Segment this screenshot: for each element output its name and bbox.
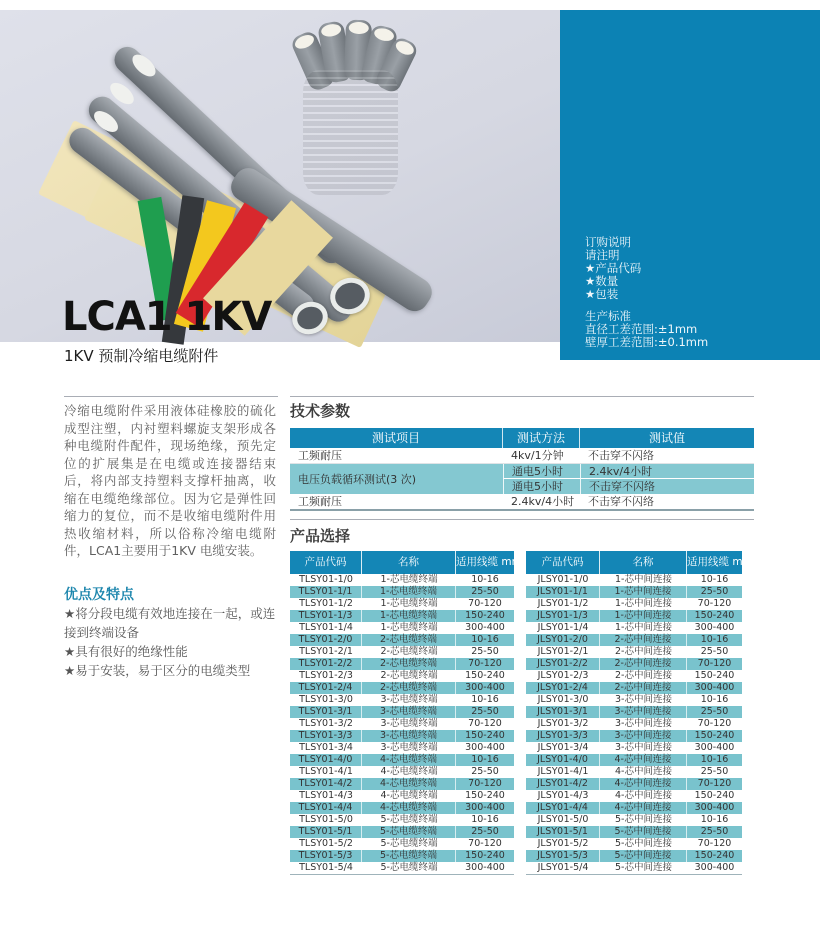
table-cell: 25-50 — [700, 706, 729, 717]
product-photo — [0, 10, 560, 342]
table-row — [290, 634, 514, 646]
table-row — [290, 730, 514, 742]
table-row — [290, 586, 514, 598]
table-cell: 2-芯中间连接 — [615, 646, 672, 657]
panel-text-line: 生产标准 — [585, 309, 631, 323]
table-cell: JLSY01-4/0 — [526, 754, 600, 766]
table-cell: 150-240 — [694, 610, 735, 621]
tech-row — [290, 494, 754, 511]
column-header: 适用线缆 mm² — [456, 556, 527, 568]
table-cell: 4-芯电缆终端 — [380, 766, 438, 777]
table-row — [526, 826, 742, 838]
table-cell: 工频耐压 — [298, 495, 342, 508]
table-row — [526, 754, 742, 766]
table-cell: 5-芯中间连接 — [600, 850, 687, 862]
table-cell: TLSY01-1/2 — [299, 598, 353, 609]
table-cell: 3-芯中间连接 — [600, 706, 687, 718]
table-cell: 150-240 — [694, 670, 735, 681]
table-cell: 4-芯电缆终端 — [362, 802, 456, 814]
divider — [290, 519, 754, 520]
table-row — [290, 574, 514, 586]
table-cell: 70-120 — [468, 838, 502, 849]
table-row — [526, 598, 742, 610]
table-cell: 4-芯电缆终端 — [362, 778, 456, 790]
table-cell: 5-芯中间连接 — [615, 814, 672, 825]
table-row — [290, 742, 514, 754]
table-cell: JLSY01-5/4 — [537, 862, 589, 873]
table-cell: JLSY01-2/2 — [526, 658, 600, 670]
table-cell: 通电5小时 — [503, 464, 580, 479]
table-cell: 3-芯电缆终端 — [362, 730, 456, 742]
table-row — [290, 814, 514, 826]
table-cell: 4-芯中间连接 — [600, 778, 687, 790]
tech-table-body — [290, 448, 754, 511]
table-cell: 70-120 — [697, 778, 732, 789]
table-row — [290, 682, 514, 694]
table-cell: TLSY01-3/3 — [290, 730, 362, 742]
table-row — [526, 802, 742, 814]
column-header: 测试值 — [648, 431, 685, 445]
table-cell: TLSY01-2/3 — [299, 670, 353, 681]
table-cell: 3-芯电缆终端 — [362, 706, 456, 718]
column-header: 产品代码 — [290, 551, 362, 574]
table-row — [526, 778, 742, 790]
table-cell: 25-50 — [471, 826, 499, 837]
table-cell: 300-400 — [465, 742, 505, 753]
table-cell: 3-芯中间连接 — [615, 742, 672, 753]
table-row — [290, 658, 514, 670]
table-cell: 1-芯电缆终端 — [380, 622, 438, 633]
table-cell: 70-120 — [697, 598, 732, 609]
table-cell: JLSY01-4/2 — [526, 778, 600, 790]
table-row — [526, 694, 742, 706]
table-cell: 5-芯电缆终端 — [380, 814, 438, 825]
product-table-left — [290, 551, 527, 875]
table-cell: 1-芯电缆终端 — [362, 586, 456, 598]
table-cell: TLSY01-1/4 — [299, 622, 353, 633]
table-cell: 25-50 — [471, 646, 499, 657]
table-cell: 电压负载循环测试(3 次) — [298, 473, 417, 486]
table-cell: TLSY01-4/2 — [290, 778, 362, 790]
table-row — [526, 586, 742, 598]
table-row — [526, 622, 742, 634]
table-cell: 2-芯中间连接 — [600, 682, 687, 694]
table-cell: 1-芯中间连接 — [600, 610, 687, 622]
table-cell: 2-芯电缆终端 — [362, 682, 456, 694]
table-cell: TLSY01-4/4 — [290, 802, 362, 814]
feature-item: ★易于安装，易于区分的电缆类型 — [64, 663, 251, 678]
table-cell: JLSY01-3/2 — [537, 718, 589, 729]
table-cell: 工频耐压 — [298, 449, 342, 462]
table-cell: TLSY01-5/0 — [299, 814, 353, 825]
table-cell: 10-16 — [700, 754, 729, 765]
table-cell: JLSY01-4/3 — [537, 790, 589, 801]
feature-list — [64, 604, 276, 680]
table-row — [526, 574, 742, 586]
table-row — [290, 766, 514, 778]
table-cell: TLSY01-4/1 — [299, 766, 353, 777]
table-cell: JLSY01-1/0 — [537, 574, 589, 585]
table-cell: TLSY01-1/0 — [299, 574, 353, 585]
table-cell: 4-芯中间连接 — [615, 790, 672, 801]
table-cell: 1-芯中间连接 — [600, 586, 687, 598]
table-cell: JLSY01-4/1 — [537, 766, 589, 777]
table-cell: JLSY01-3/0 — [537, 694, 589, 705]
table-cell: 2-芯中间连接 — [600, 658, 687, 670]
panel-text-line: ★数量 — [585, 274, 619, 288]
table-cell: 150-240 — [465, 730, 505, 741]
table-cell: 25-50 — [471, 706, 499, 717]
table-row — [526, 742, 742, 754]
table-cell: 2-芯中间连接 — [615, 670, 672, 681]
table-cell: 70-120 — [468, 598, 502, 609]
table-cell: 300-400 — [694, 802, 735, 813]
table-row — [290, 646, 514, 658]
table-row — [290, 778, 514, 790]
table-cell: 300-400 — [694, 862, 735, 873]
table-cell: 5-芯中间连接 — [600, 826, 687, 838]
table-cell: TLSY01-3/2 — [299, 718, 353, 729]
panel-text-line: 请注明 — [585, 248, 620, 262]
table-cell: JLSY01-1/4 — [537, 622, 589, 633]
table-cell: JLSY01-1/2 — [537, 598, 589, 609]
table-cell: 150-240 — [694, 730, 735, 741]
table-row — [526, 814, 742, 826]
table-cell: 1-芯中间连接 — [615, 622, 672, 633]
feature-item: ★具有很好的绝缘性能 — [64, 644, 188, 659]
table-cell: 1-芯电缆终端 — [362, 610, 456, 622]
table-cell: 10-16 — [700, 574, 729, 585]
table-row — [526, 634, 742, 646]
info-panel — [560, 10, 820, 360]
table-cell: JLSY01-5/1 — [526, 826, 600, 838]
column-header: 测试方法 — [503, 428, 580, 448]
table-row — [290, 790, 514, 802]
table-cell: JLSY01-4/4 — [526, 802, 600, 814]
table-cell: TLSY01-1/1 — [290, 586, 362, 598]
table-row — [526, 790, 742, 802]
table-cell: 5-芯中间连接 — [615, 862, 672, 873]
table-cell: 25-50 — [471, 586, 499, 597]
table-cell: 10-16 — [471, 574, 499, 585]
products-section-heading: 产品选择 — [290, 527, 351, 545]
table-row — [526, 670, 742, 682]
table-cell: 25-50 — [700, 766, 729, 777]
panel-text-line: ★产品代码 — [585, 261, 642, 275]
product-table-right — [526, 551, 758, 875]
table-row — [290, 706, 514, 718]
table-cell: 150-240 — [465, 610, 505, 621]
table-row — [526, 730, 742, 742]
table-cell: 150-240 — [465, 790, 505, 801]
divider — [64, 396, 278, 397]
table-cell: TLSY01-4/0 — [290, 754, 362, 766]
table-cell: 5-芯电缆终端 — [380, 862, 438, 873]
table-cell: TLSY01-2/0 — [290, 634, 362, 646]
table-row — [526, 718, 742, 730]
table-cell: 10-16 — [700, 814, 729, 825]
table-cell: 70-120 — [697, 718, 732, 729]
table-cell: TLSY01-5/3 — [290, 850, 362, 862]
table-row — [290, 850, 514, 862]
table-row — [526, 850, 742, 862]
table-cell: 1-芯电缆终端 — [380, 598, 438, 609]
table-cell: 10-16 — [471, 754, 499, 765]
table-cell: JLSY01-1/1 — [526, 586, 600, 598]
table-row — [290, 718, 514, 730]
table-cell: 5-芯电缆终端 — [362, 850, 456, 862]
table-row — [526, 610, 742, 622]
table-cell: 2-芯电缆终端 — [380, 646, 438, 657]
column-header: 产品代码 — [526, 551, 600, 574]
table-row — [290, 670, 514, 682]
table-cell: TLSY01-3/1 — [290, 706, 362, 718]
table-cell: TLSY01-5/1 — [290, 826, 362, 838]
column-header: 名称 — [362, 551, 456, 574]
table-cell: 3-芯中间连接 — [615, 718, 672, 729]
table-row — [526, 646, 742, 658]
tech-table-header — [290, 428, 754, 448]
table-cell: TLSY01-5/4 — [299, 862, 353, 873]
table-cell: JLSY01-3/4 — [537, 742, 589, 753]
feature-item: ★将分段电缆有效地连接在一起，或连接到终端设备 — [64, 606, 276, 640]
table-cell: 150-240 — [465, 850, 505, 861]
table-cell: 4kv/1分钟 — [511, 449, 564, 462]
divider — [290, 396, 754, 397]
table-row — [290, 622, 514, 634]
table-cell: 通电5小时 — [503, 479, 580, 494]
table-cell: 5-芯中间连接 — [615, 838, 672, 849]
table-cell: TLSY01-3/4 — [299, 742, 353, 753]
table-cell: 25-50 — [700, 826, 729, 837]
table-row — [290, 826, 514, 838]
table-cell: 300-400 — [465, 682, 505, 693]
table-row — [290, 694, 514, 706]
table-cell: JLSY01-3/1 — [526, 706, 600, 718]
table-cell: 不击穿不闪络 — [588, 495, 654, 508]
page-title: LCA1 1KV — [62, 294, 272, 340]
table-row — [526, 862, 742, 874]
table-cell: 300-400 — [465, 802, 505, 813]
table-cell: 10-16 — [700, 694, 729, 705]
table-cell: 25-50 — [471, 766, 499, 777]
table-cell: 3-芯电缆终端 — [380, 742, 438, 753]
table-cell: 3-芯电缆终端 — [380, 718, 438, 729]
table-cell: 1-芯中间连接 — [615, 574, 672, 585]
table-cell: 300-400 — [694, 682, 735, 693]
production-standard — [585, 310, 708, 349]
table-cell: 10-16 — [471, 814, 499, 825]
table-cell: 2.4kv/4小时 — [580, 464, 754, 479]
table-cell: 5-芯电缆终端 — [380, 838, 438, 849]
table-cell: 10-16 — [700, 634, 729, 645]
table-cell: 25-50 — [700, 586, 729, 597]
table-cell: 4-芯电缆终端 — [362, 754, 456, 766]
table-cell: JLSY01-2/4 — [526, 682, 600, 694]
table-cell: 4-芯电缆终端 — [380, 790, 438, 801]
column-header: 名称 — [600, 551, 687, 574]
table-cell: 4-芯中间连接 — [600, 754, 687, 766]
product-table-header — [290, 551, 527, 574]
table-row — [290, 754, 514, 766]
table-cell: JLSY01-2/3 — [537, 670, 589, 681]
table-cell: 70-120 — [697, 658, 732, 669]
table-cell: 3-芯中间连接 — [600, 730, 687, 742]
table-cell: TLSY01-3/0 — [299, 694, 353, 705]
table-cell: 2.4kv/4小时 — [511, 495, 575, 508]
tech-row — [290, 448, 754, 464]
table-cell: JLSY01-1/3 — [526, 610, 600, 622]
table-cell: 300-400 — [465, 862, 505, 873]
table-cell: 10-16 — [471, 694, 499, 705]
panel-text-line: 壁厚工差范围:±0.1mm — [585, 335, 709, 349]
table-row — [526, 682, 742, 694]
table-cell: TLSY01-2/2 — [290, 658, 362, 670]
table-cell: TLSY01-1/3 — [290, 610, 362, 622]
table-cell: 25-50 — [700, 646, 729, 657]
table-cell: 70-120 — [468, 658, 502, 669]
table-cell: TLSY01-2/4 — [290, 682, 362, 694]
table-cell: 3-芯电缆终端 — [380, 694, 438, 705]
table-cell: 70-120 — [468, 718, 502, 729]
table-cell: 150-240 — [694, 850, 735, 861]
table-row — [290, 598, 514, 610]
column-header: 测试项目 — [290, 428, 503, 448]
table-row — [526, 658, 742, 670]
column-header: 适用线缆 mm² — [687, 556, 758, 568]
panel-text-line: ★包装 — [585, 287, 619, 301]
table-cell: TLSY01-2/1 — [299, 646, 353, 657]
table-cell: 4-芯中间连接 — [600, 802, 687, 814]
table-cell: JLSY01-5/3 — [526, 850, 600, 862]
table-cell: 300-400 — [694, 742, 735, 753]
table-cell: 150-240 — [694, 790, 735, 801]
table-row — [526, 766, 742, 778]
table-row — [290, 862, 514, 874]
table-cell: JLSY01-2/0 — [526, 634, 600, 646]
order-notes — [585, 236, 708, 301]
panel-text-line: 直径工差范围:±1mm — [585, 322, 698, 336]
tech-table — [290, 428, 754, 511]
table-cell: TLSY01-5/2 — [299, 838, 353, 849]
product-table-header — [526, 551, 758, 574]
table-cell: JLSY01-2/1 — [537, 646, 589, 657]
table-row — [526, 706, 742, 718]
table-cell: TLSY01-4/3 — [299, 790, 353, 801]
table-cell: 70-120 — [697, 838, 732, 849]
table-cell: JLSY01-5/2 — [537, 838, 589, 849]
panel-text-line: 订购说明 — [585, 235, 631, 249]
table-row — [290, 802, 514, 814]
table-cell: 1-芯中间连接 — [615, 598, 672, 609]
page-subtitle: 1KV 预制冷缩电缆附件 — [64, 347, 219, 365]
features-heading: 优点及特点 — [64, 587, 134, 603]
table-cell: JLSY01-3/3 — [526, 730, 600, 742]
table-cell: 300-400 — [465, 622, 505, 633]
table-cell: 300-400 — [694, 622, 735, 633]
table-cell: JLSY01-5/0 — [537, 814, 589, 825]
tech-section-heading: 技术参数 — [290, 402, 351, 420]
table-cell: 4-芯中间连接 — [615, 766, 672, 777]
table-cell: 10-16 — [471, 634, 499, 645]
table-cell: 2-芯电缆终端 — [362, 658, 456, 670]
table-cell: 150-240 — [465, 670, 505, 681]
table-row — [526, 838, 742, 850]
table-cell: 3-芯中间连接 — [615, 694, 672, 705]
table-cell: 5-芯电缆终端 — [362, 826, 456, 838]
table-row — [290, 838, 514, 850]
tech-row-merged — [290, 464, 754, 494]
table-cell: 2-芯电缆终端 — [380, 670, 438, 681]
table-cell: 1-芯电缆终端 — [380, 574, 438, 585]
table-cell: 不击穿不闪络 — [588, 449, 654, 462]
table-cell: 2-芯中间连接 — [600, 634, 687, 646]
table-row — [290, 610, 514, 622]
table-cell: 不击穿不闪络 — [580, 479, 754, 494]
table-cell: 70-120 — [468, 778, 502, 789]
table-cell: 2-芯电缆终端 — [362, 634, 456, 646]
intro-paragraph: 冷缩电缆附件采用液体硅橡胶的硫化成型注塑，内衬塑料螺旋支架形成各种电缆附件配件，现场绝缘，预先定位的扩展集是在电缆或连接器结束后，将内部支持塑料支撑杆抽离，收缩在电缆绝缘部位。因为它是弹性回缩力的复位，而不是收缩电缆附件用热收缩材料，所以俗称冷缩电缆附件，LCA1主要用于1KV 电缆安装。 — [64, 403, 276, 558]
breakout-boot — [303, 70, 398, 195]
